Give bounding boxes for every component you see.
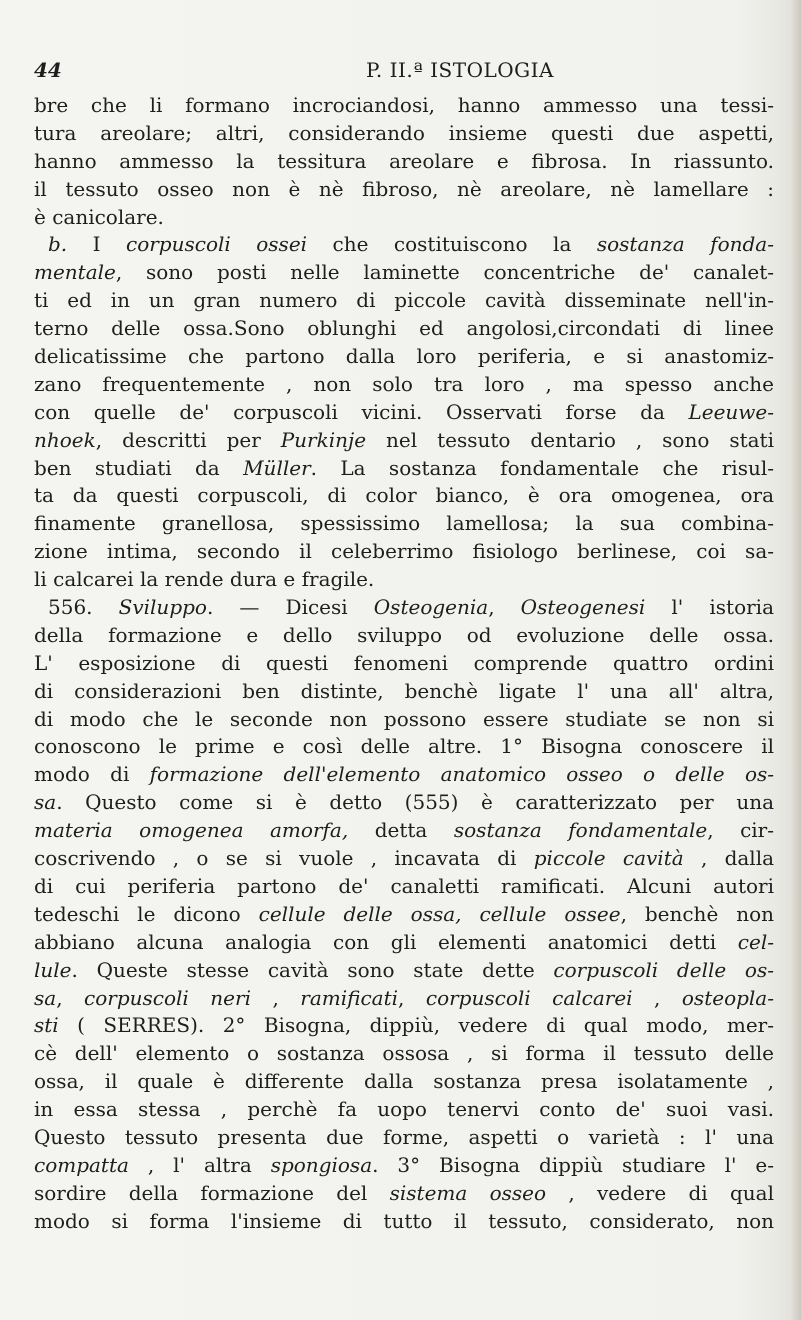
text-segment: delicatissime che partono dalla loro periferia, e si anastomiz-: [34, 344, 774, 369]
text-line: [34, 1208, 774, 1236]
text-line: [34, 399, 774, 427]
text-segment: , benchè non: [620, 901, 775, 926]
text-line: [34, 1096, 774, 1124]
text-line: [34, 1012, 774, 1040]
italic-segment: Leeuwe-: [688, 399, 774, 424]
text-segment: . — Dicesi: [206, 595, 374, 620]
text-line: [34, 761, 774, 789]
text-line: [34, 92, 774, 120]
italic-segment: sti: [34, 1013, 59, 1038]
text-line: [34, 176, 774, 204]
text-line: [34, 733, 774, 761]
text-segment: . La sostanza fondamentale che risul-: [310, 455, 774, 480]
italic-segment: spongiosa: [270, 1152, 373, 1177]
italic-segment: corpuscoli neri: [84, 985, 251, 1010]
text-segment: abbiano alcuna analogia con gli elementi anatomici detti: [34, 929, 738, 954]
italic-segment: sostanza fondamentale: [453, 818, 708, 843]
text-segment: ,: [250, 985, 301, 1010]
text-line: [34, 594, 774, 622]
text-line: [34, 120, 774, 148]
text-segment: , descritti per: [95, 427, 281, 452]
text-line: [34, 455, 774, 483]
italic-segment: corpuscoli delle os-: [553, 957, 774, 982]
text-segment: di considerazioni ben distinte, benchè ligate l' una all' altra,: [34, 678, 774, 703]
italic-segment: Purkinje: [280, 427, 367, 452]
text-line: [34, 1124, 774, 1152]
page-header: [34, 58, 794, 88]
text-segment: ,: [488, 595, 521, 620]
running-head: P. II.ª ISTOLOGIA: [366, 58, 554, 82]
text-line: [34, 650, 774, 678]
italic-segment: lule: [34, 957, 72, 982]
italic-segment: nhoek: [34, 427, 96, 452]
text-segment: 556.: [48, 595, 119, 620]
text-segment: che costituiscono la: [307, 232, 597, 257]
body-text: [34, 92, 774, 1236]
text-segment: ,: [56, 985, 85, 1010]
text-line: [34, 985, 774, 1013]
text-line: [34, 873, 774, 901]
text-segment: ti ed in un gran numero di piccole cavità disseminate nell'in-: [34, 288, 774, 313]
text-line: [34, 901, 774, 929]
text-segment: bre che li formano incrociandosi, hanno ammesso una tessi-: [34, 93, 774, 117]
text-segment: tedeschi le dicono: [34, 901, 259, 926]
text-segment: coscrivendo , o se si vuole , incavata di: [34, 846, 534, 871]
text-segment: ,: [398, 985, 426, 1010]
italic-segment: Osteogenesi: [520, 595, 646, 620]
text-segment: ,: [632, 985, 682, 1010]
text-line: [34, 315, 774, 343]
text-segment: hanno ammesso la tessitura areolare e fibrosa. In riassunto.: [34, 148, 774, 173]
text-segment: conoscono le prime e così delle altre. 1° Bisogna conoscere il: [34, 734, 774, 759]
italic-segment: corpuscoli ossei: [126, 232, 308, 257]
text-line: [34, 259, 774, 287]
text-segment: L' esposizione di questi fenomeni comprende quattro ordini: [34, 650, 774, 675]
text-line: [34, 845, 774, 873]
text-segment: ta da questi corpuscoli, di color bianco, è ora omogenea, ora: [34, 483, 774, 508]
text-segment: . 3° Bisogna dippiù studiare l' e-: [372, 1152, 774, 1177]
italic-segment: materia omogenea amorfa,: [34, 818, 349, 843]
text-segment: modo di: [34, 762, 150, 787]
text-segment: di modo che le seconde non possono essere studiate se non si: [34, 706, 774, 731]
text-line: [34, 427, 774, 455]
text-segment: il tessuto osseo non è nè fibroso, nè areolare, nè lamellare :: [34, 176, 774, 201]
text-line: [34, 622, 774, 650]
italic-segment: mentale: [34, 260, 116, 285]
text-line: [34, 204, 774, 232]
italic-segment: b.: [48, 232, 68, 257]
text-line: [34, 1040, 774, 1068]
italic-segment: formazione dell'elemento anatomico osseo o delle os-: [149, 762, 775, 787]
text-segment: . Questo come si è detto (555) è caratterizzato per una: [56, 790, 774, 815]
text-line: [34, 1180, 774, 1208]
text-segment: è canicolare.: [34, 204, 164, 229]
text-line: [34, 371, 774, 399]
italic-segment: sa: [34, 790, 57, 815]
text-line: [34, 287, 774, 315]
text-segment: li calcarei la rende dura e fragile.: [34, 567, 375, 592]
text-segment: zione intima, secondo il celeberrimo fisiologo berlinese, coi sa-: [34, 539, 774, 564]
text-segment: Questo tessuto presenta due forme, aspetti o varietà : l' una: [34, 1124, 774, 1149]
italic-segment: Sviluppo: [118, 595, 207, 620]
text-segment: di cui periferia partono de' canaletti ramificati. Alcuni autori: [34, 873, 774, 898]
italic-segment: cel-: [737, 929, 774, 954]
text-segment: . Queste stesse cavità sono state dette: [71, 957, 554, 982]
text-line: [34, 1152, 774, 1180]
text-segment: con quelle de' corpuscoli vicini. Osservati forse da: [34, 399, 689, 424]
italic-segment: Müller: [243, 455, 311, 480]
text-segment: cè dell' elemento o sostanza ossosa , si forma il tessuto delle: [34, 1041, 774, 1066]
text-line: [34, 1068, 774, 1096]
italic-segment: sa: [34, 985, 57, 1010]
text-segment: , dalla: [683, 846, 775, 871]
text-line: [34, 231, 774, 259]
text-line: [34, 343, 774, 371]
text-line: [34, 957, 774, 985]
italic-segment: osteopla-: [681, 985, 774, 1010]
text-line: [34, 482, 774, 510]
italic-segment: sostanza fonda-: [596, 232, 774, 257]
text-line: [34, 817, 774, 845]
text-line: [34, 678, 774, 706]
text-segment: nel tessuto dentario , sono stati: [366, 427, 774, 452]
italic-segment: sistema osseo: [389, 1180, 547, 1205]
text-segment: ( SERRES). 2° Bisogna, dippiù, vedere di qual modo, mer-: [58, 1013, 774, 1038]
text-segment: finamente granellosa, spessissimo lamellosa; la sua combina-: [34, 511, 774, 536]
italic-segment: Osteogenia: [373, 595, 489, 620]
text-segment: tura areolare; altri, considerando insieme questi due aspetti,: [34, 120, 774, 145]
page-number: 44: [34, 58, 62, 82]
text-line: [34, 706, 774, 734]
text-line: [34, 510, 774, 538]
text-line: [34, 789, 774, 817]
text-segment: ben studiati da: [34, 455, 244, 480]
text-segment: modo si forma l'insieme di tutto il tessuto, considerato, non: [34, 1208, 774, 1233]
text-segment: terno delle ossa.Sono oblunghi ed angolosi,circondati di linee: [34, 316, 774, 341]
text-segment: , cir-: [707, 818, 774, 843]
text-segment: I: [67, 232, 126, 257]
italic-segment: ramificati: [300, 985, 399, 1010]
text-segment: sordire della formazione del: [34, 1180, 390, 1205]
italic-segment: piccole cavità: [533, 846, 684, 871]
text-line: [34, 538, 774, 566]
text-line: [34, 148, 774, 176]
text-segment: , l' altra: [128, 1152, 271, 1177]
page-edge-shadow: [791, 0, 801, 1320]
text-segment: , vedere di qual: [546, 1180, 774, 1205]
text-segment: zano frequentemente , non solo tra loro , ma spesso anche: [34, 371, 774, 396]
text-segment: in essa stessa , perchè fa uopo tenervi conto de' suoi vasi.: [34, 1097, 774, 1122]
italic-segment: corpuscoli calcarei: [425, 985, 633, 1010]
text-segment: della formazione e dello sviluppo od evoluzione delle ossa.: [34, 622, 774, 647]
text-segment: , sono posti nelle laminette concentriche de' canalet-: [115, 260, 774, 285]
text-segment: detta: [348, 818, 454, 843]
text-segment: l' istoria: [645, 595, 774, 620]
italic-segment: compatta: [34, 1152, 129, 1177]
text-segment: ossa, il quale è differente dalla sostanza presa isolatamente ,: [34, 1069, 774, 1094]
italic-segment: cellule delle ossa, cellule ossee: [258, 901, 621, 926]
text-line: [34, 929, 774, 957]
text-line: [34, 566, 774, 594]
